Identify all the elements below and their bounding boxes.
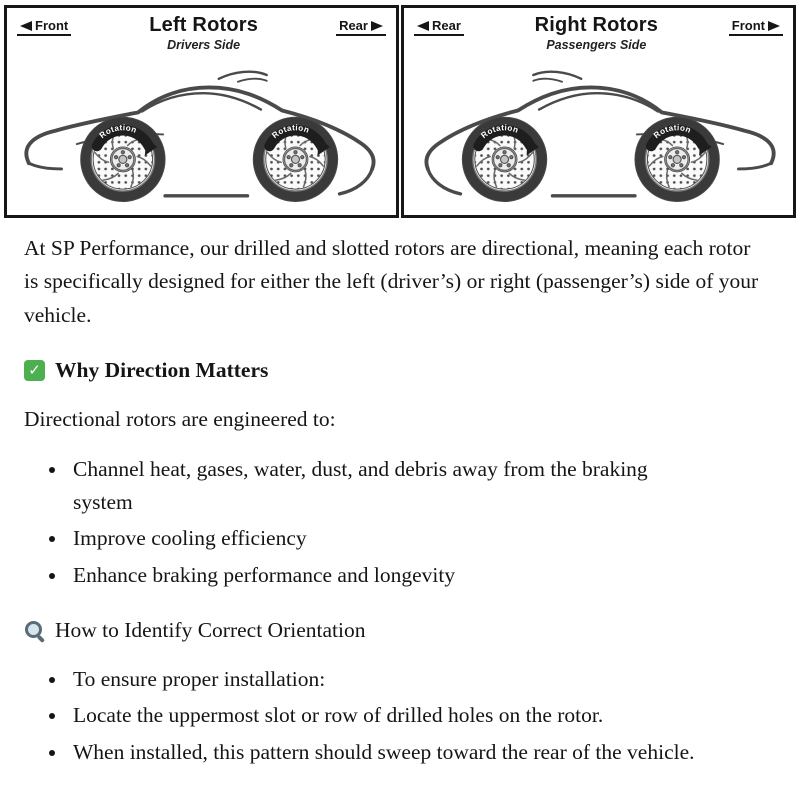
engineered-lead: Directional rotors are engineered to: (24, 407, 336, 432)
left-rotors-panel (4, 5, 399, 218)
left-panel-header (7, 8, 396, 52)
left-panel-titles (149, 14, 258, 52)
direction-text: Front (35, 18, 69, 33)
why-direction-bullets (48, 453, 760, 592)
direction-label-front (17, 18, 71, 36)
list-item: • To ensure proper installation: (68, 663, 698, 696)
arrow-left-icon (20, 21, 32, 31)
list-item: • Channel heat, gases, water, dust, and debris away from the braking system (68, 453, 698, 520)
why-direction-matters-heading (24, 354, 760, 387)
magnifier-icon (24, 620, 45, 641)
direction-label-rear (336, 18, 386, 36)
arrow-right-icon (768, 21, 780, 31)
list-item: • Enhance braking performance and longevity (68, 559, 698, 592)
rotor-direction-diagram (0, 0, 800, 218)
list-item: • Improve cooling efficiency (68, 522, 698, 555)
list-item: • Locate the uppermost slot or row of drilled holes on the rotor. (68, 699, 698, 732)
list-item: • When installed, this pattern should sweep toward the rear of the vehicle. (68, 736, 698, 769)
check-icon (24, 360, 45, 381)
arrow-left-icon (417, 21, 429, 31)
panel-subtitle: Passengers Side (546, 38, 647, 52)
heading-text: How to Identify Correct Orientation (55, 617, 366, 642)
panel-title: Right Rotors (534, 14, 659, 36)
direction-text: Rear (432, 18, 461, 33)
right-rotors-panel (401, 5, 796, 218)
direction-text: Rear (339, 18, 368, 33)
direction-label-front (729, 18, 783, 36)
right-panel-header (404, 8, 793, 52)
identify-orientation-bullets (48, 663, 760, 769)
direction-label-rear (414, 18, 464, 36)
direction-text: Front (731, 18, 765, 33)
heading-text: Why Direction Matters (55, 357, 269, 382)
article-content (0, 218, 800, 769)
identify-orientation-heading (24, 614, 760, 647)
intro-paragraph: At SP Performance, our drilled and slotted rotors are directional, meaning each rotor is specifically designed for either the left (driver’s) or right (passenger’s) side of your vehicle. (24, 236, 759, 327)
arrow-right-icon (371, 21, 383, 31)
right-car-illustration (404, 52, 793, 215)
panel-title: Left Rotors (149, 14, 259, 36)
panel-subtitle: Drivers Side (167, 38, 241, 52)
left-car-illustration (7, 52, 396, 215)
right-panel-titles (535, 14, 659, 52)
